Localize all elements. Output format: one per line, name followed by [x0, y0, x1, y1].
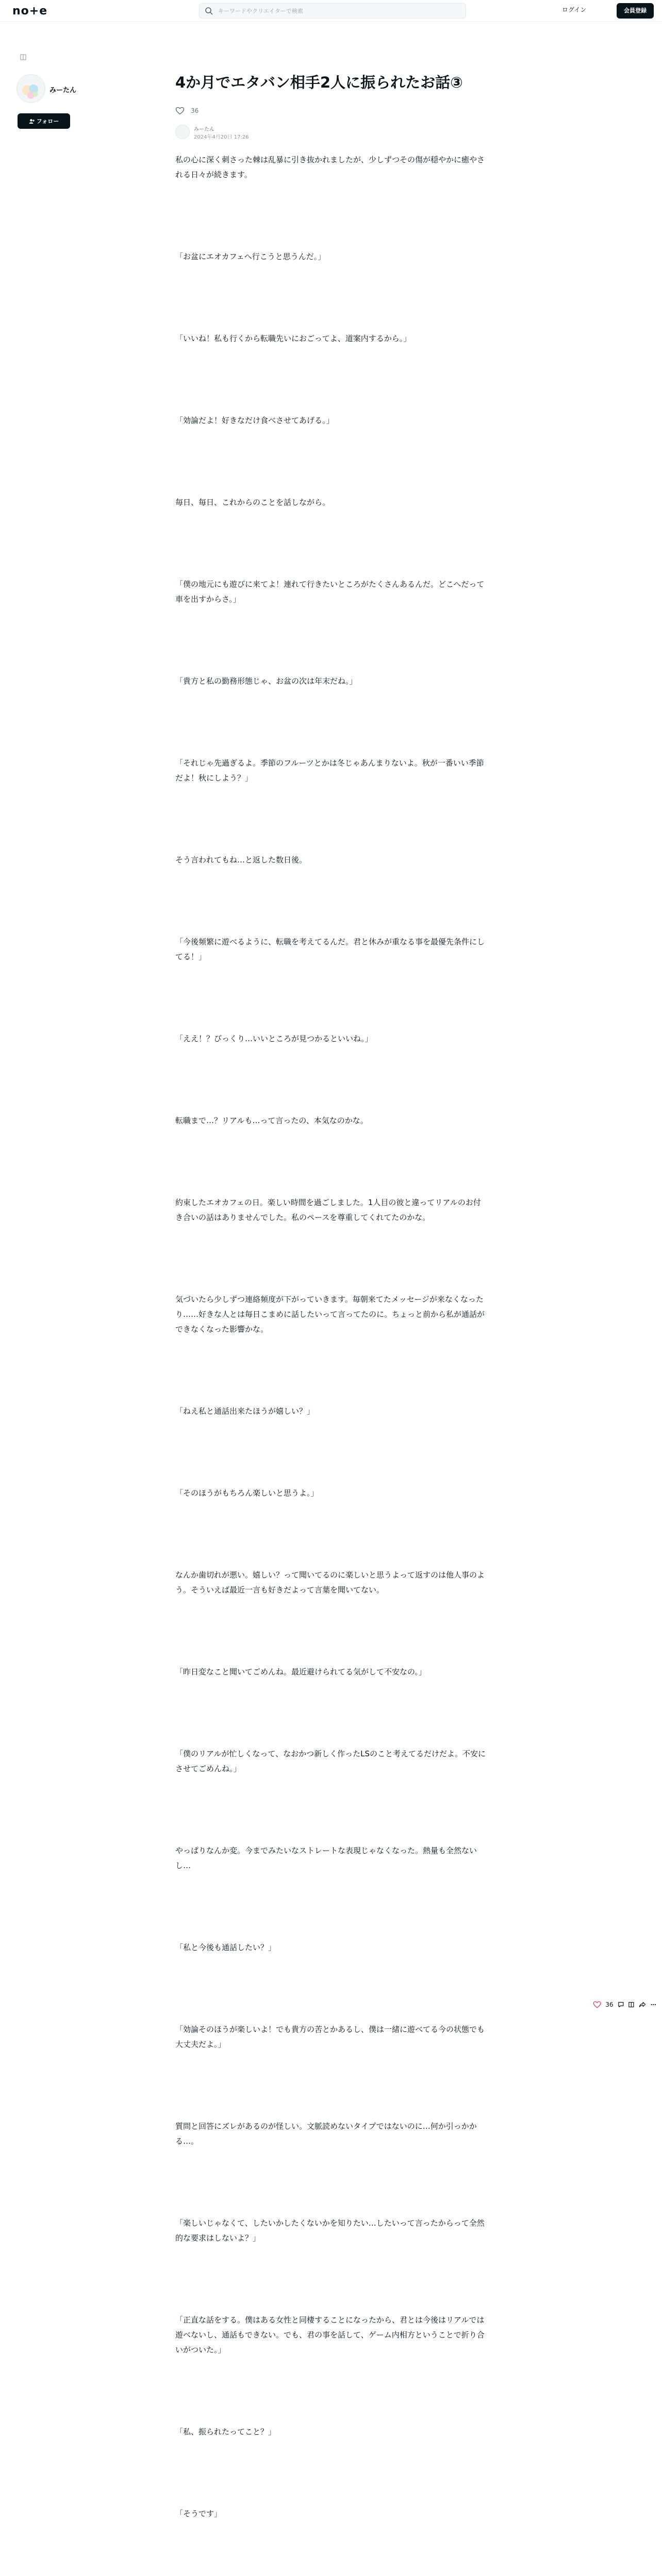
paragraph: 「僕のリアルが忙しくなって、なおかつ新しく作ったLSのこと考えてるだけだよ。不安にさせてごめんね。」 [175, 1749, 486, 1773]
floating-action-bar [593, 1998, 657, 2011]
paragraph: 「昨日変なこと聞いてごめんね。最近避けられてる気がして不安なの。」 [175, 1667, 426, 1676]
magazine-add-icon[interactable] [628, 2001, 635, 2008]
paragraph: 転職まで…？リアルも…って言ったの、本気なのかな。 [175, 1116, 368, 1125]
meta-avatar[interactable] [175, 125, 190, 139]
follow-button[interactable] [18, 113, 70, 129]
article-meta [175, 124, 487, 143]
article [175, 69, 487, 2576]
login-link[interactable]: ログイン [562, 6, 587, 13]
paragraph: やっぱりなんか変。今までみたいなストレートな表現じゃなくなった。熱量も全然ないし… [175, 1846, 477, 1870]
share-icon[interactable] [639, 2001, 646, 2008]
signup-button[interactable]: 会員登録 [617, 3, 654, 19]
paragraph: 「それじゃ先過ぎるよ。季節のフルーツとかは冬じゃあんまりないよ。秋が一番いい季節だよ！秋にしよう？」 [175, 758, 484, 783]
more-icon[interactable] [650, 2001, 657, 2008]
paragraph: 「お盆にエオカフェへ行こうと思うんだ。」 [175, 252, 326, 261]
like-row [175, 105, 487, 116]
magazine-icon[interactable] [20, 54, 27, 63]
heart-icon[interactable] [593, 2001, 601, 2009]
paragraph: 毎日、毎日、これからのことを話しながら。 [175, 498, 330, 507]
paragraph: 「ええ！？びっくり…いいところが見つかるといいね。」 [175, 1034, 373, 1043]
paragraph: 質問と回答にズレがあるのが怪しい。文脈読めないタイプではないのに…何か引っかかる…。 [175, 2122, 477, 2146]
paragraph: 「ねえ私と通話出来たほうが嬉しい？」 [175, 1406, 315, 1416]
article-title: 4か月でエタバン相手2人に振られたお話③ [175, 74, 463, 91]
follow-button-label: フォロー [36, 118, 59, 125]
comment-icon[interactable] [618, 2001, 624, 2008]
paragraph: 「僕の地元にも遊びに来てよ！連れて行きたいところがたくさんあるんだ。どこへだって車を出すからさ。」 [175, 580, 485, 604]
author-name[interactable]: みーたん [49, 87, 77, 94]
paragraph: 「楽しいじゃなくて、したいかしたくないかを知りたい…したいって言ったからって全然的な要求はしないよ？」 [175, 2218, 485, 2243]
like-count[interactable]: 36 [191, 107, 199, 114]
paragraph: 「そのほうがもちろん楽しいと思うよ。」 [175, 1488, 319, 1498]
paragraph: そう言われてもね…と返した数日後。 [175, 855, 307, 865]
paragraph: 「正直な話をする。僕はある女性と同棲することになったから、君とは今後はリアルでは遊べないし、通話もできない。でも、君の事を話して、ゲーム内相方ということで折り合いがついた。」 [175, 2315, 485, 2354]
paragraph: 「いいね！私も行くから転職先いにおごってよ、道案内するから。」 [175, 334, 411, 343]
global-header [0, 0, 662, 22]
heart-icon[interactable] [175, 107, 185, 115]
paragraph: 「私と今後も通話したい？」 [175, 1943, 276, 1952]
add-person-icon [29, 118, 35, 124]
note-logo[interactable]: no+e [12, 5, 48, 18]
meta-author-name[interactable]: みーたん [194, 127, 214, 132]
paragraph: 「効論そのほうが楽しいよ！でも貴方の苦とかあるし、僕は一緒に遊べてる今の状態でも大丈夫だよ。」 [175, 2025, 485, 2049]
avatar[interactable] [16, 74, 45, 103]
paragraph: 約束したエオカフェの日。楽しい時間を過ごしました。1人目の彼と違ってリアルのお付き合いの話はありませんでした。私のペースを尊重してくれてたのかな。 [175, 1198, 481, 1222]
paragraph: 「私、振られたってこと？」 [175, 2427, 276, 2436]
paragraph: 気づいたら少しずつ連絡頻度が下がっていきます。毎朝来てたメッセージが来なくなったり……好きな人とは毎日こまめに話したいって言ってたのに。ちょっと前から私が通話ができなくなった影響かな。 [175, 1295, 485, 1334]
paragraph: 「今後頻繁に遊べるように、転職を考えてるんだ。君と休みが重なる事を最優先条件にしてる！」 [175, 937, 485, 961]
paragraph: 「効論だよ！好きなだけ食べさせてあげる。」 [175, 416, 334, 425]
paragraph: なんか歯切れが悪い。嬉しい？って聞いてるのに楽しいと思うよって返すのは他人事のよう。そういえば最近一言も好きだよって言葉を聞いてない。 [175, 1570, 485, 1595]
article-body [175, 152, 487, 2576]
paragraph: 私の心に深く刺さった棘は乱暴に引き抜かれましたが、少しずつその傷が穏やかに癒やされる日々が続きます。 [175, 155, 485, 179]
like-count[interactable]: 36 [605, 2001, 614, 2008]
search-box[interactable] [199, 3, 466, 19]
search-icon [205, 7, 213, 15]
paragraph: 「貴方と私の勤務形態じゃ、お盆の次は年末だね。」 [175, 676, 357, 686]
paragraph: 「そうです」 [175, 2509, 222, 2518]
publish-date: 2024年4月20日 17:26 [194, 134, 249, 140]
search-input[interactable] [218, 6, 460, 15]
